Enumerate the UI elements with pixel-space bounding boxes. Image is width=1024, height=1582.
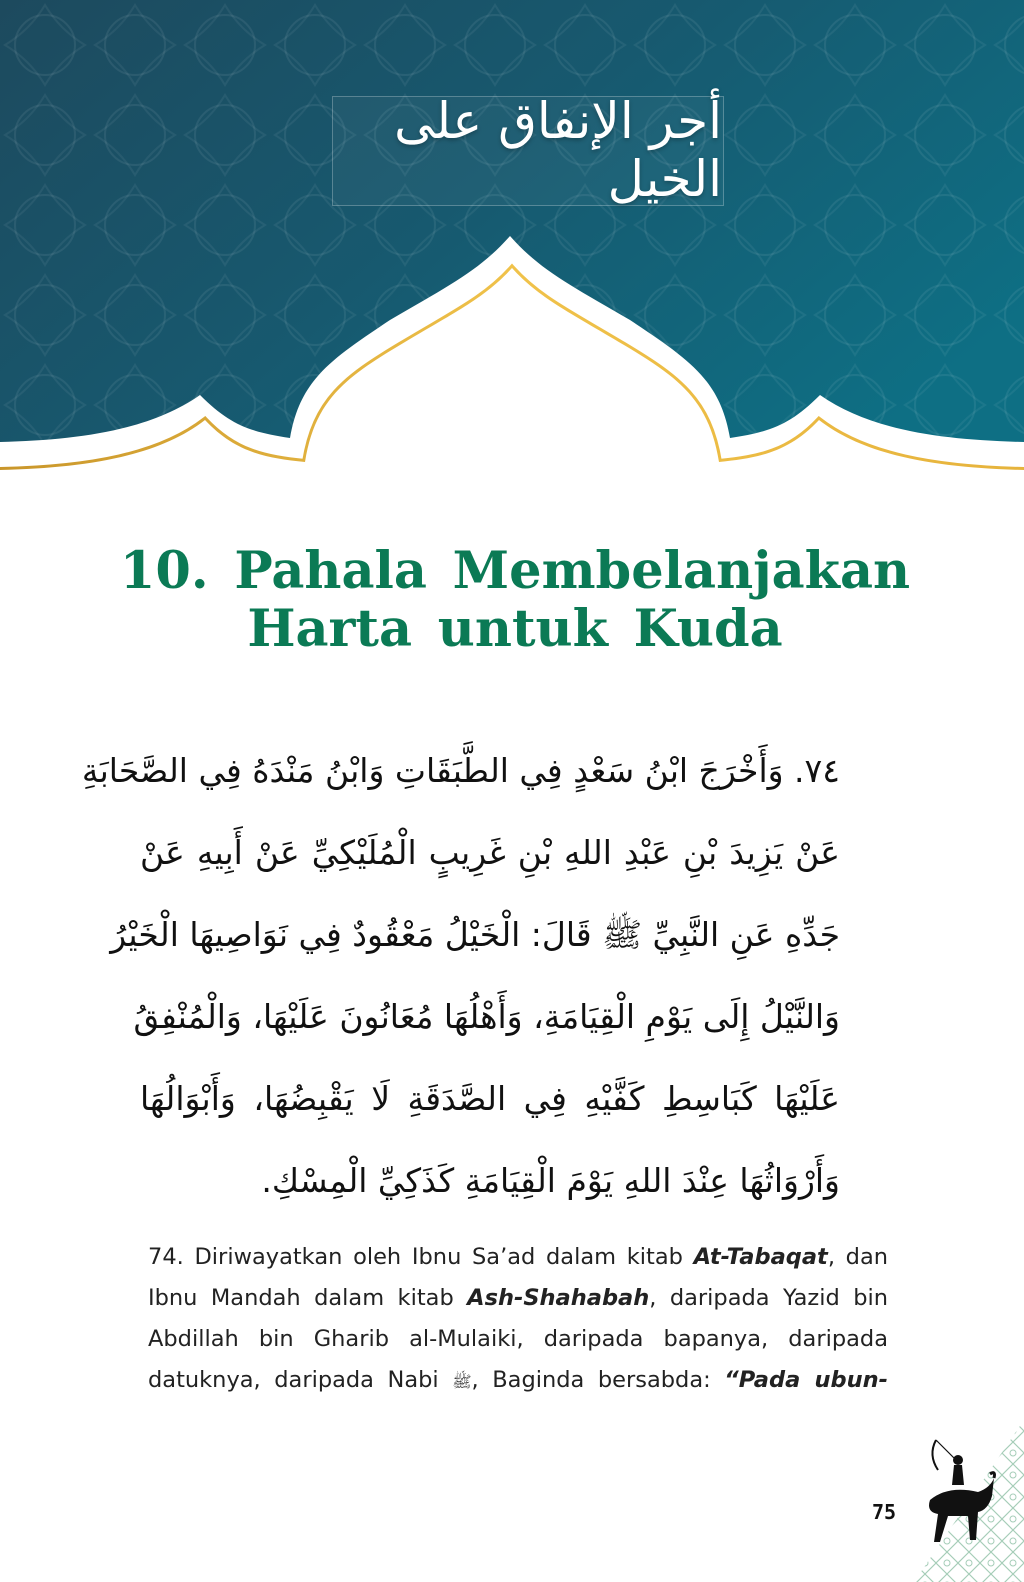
horse-archer-icon — [918, 1430, 998, 1580]
hadith-line: وَالنَّيْلُ إِلَى يَوْمِ الْقِيَامَةِ، وَأَهْلُهَا مُعَانُونَ عَلَيْهَا، وَالْمُنْفِقُ — [133, 997, 840, 1036]
quote-start: “Pada ubun- — [724, 1367, 888, 1393]
hadith-line: وَأَرْوَاثُهَا عِنْدَ اللهِ يَوْمَ الْقِيَامَةِ كَذَكِيِّ الْمِسْكِ. — [261, 1161, 840, 1200]
arabic-chapter-title: أجر الإنفاق على الخيل — [394, 92, 722, 208]
book-title-tabaqat: At-Tabaqat — [693, 1244, 828, 1270]
footnote-text: Ibnu Mandah dalam kitab — [148, 1285, 468, 1311]
translation-footnote — [148, 1237, 888, 1401]
hadith-line: عَنْ يَزِيدَ بْنِ عَبْدِ اللهِ بْنِ غَرِيبٍ الْمُلَيْكِيِّ عَنْ أَبِيهِ عَنْ — [140, 833, 840, 872]
footnote-line — [148, 1237, 888, 1278]
book-title-shahabah: Ash-Shahabah — [467, 1285, 650, 1311]
footnote-text: datuknya, daripada Nabi — [148, 1367, 453, 1393]
header-banner — [0, 0, 1024, 520]
hadith-arabic-text — [81, 730, 840, 1222]
chapter-title-line-2: Harta untuk Kuda — [247, 599, 783, 659]
footnote-line — [148, 1278, 888, 1319]
hadith-line: عَلَيْهَا كَبَاسِطِ كَفَّيْهِ فِي الصَّدَقَةِ لَا يَقْبِضُهَا، وَأَبْوَالُهَا — [140, 1079, 840, 1118]
footnote-text: , daripada Yazid bin — [649, 1285, 888, 1311]
hadith-line: ٧٤. وَأَخْرَجَ ابْنُ سَعْدٍ فِي الطَّبَقَاتِ وَابْنُ مَنْدَهُ فِي الصَّحَابَةِ — [81, 751, 840, 790]
footnote-text: , dan — [827, 1244, 888, 1270]
chapter-title — [100, 542, 930, 658]
page-number: 75 — [871, 1500, 897, 1524]
footnote-text: , Baginda bersabda: — [471, 1367, 725, 1393]
salawat-glyph: ﷺ — [452, 1372, 472, 1391]
footnote-line — [148, 1360, 888, 1401]
footnote-text: 74. Diriwayatkan oleh Ibnu Sa’ad dalam kitab — [148, 1244, 694, 1270]
footnote-line: Abdillah bin Gharib al-Mulaiki, daripada bapanya, daripada — [148, 1326, 888, 1352]
hadith-line: جَدِّهِ عَنِ النَّبِيِّ ﷺ قَالَ: الْخَيْلُ مَعْقُودٌ فِي نَوَاصِيهَا الْخَيْرُ — [110, 915, 840, 954]
chapter-title-line-1: 10. Pahala Membelanjakan — [119, 541, 911, 601]
